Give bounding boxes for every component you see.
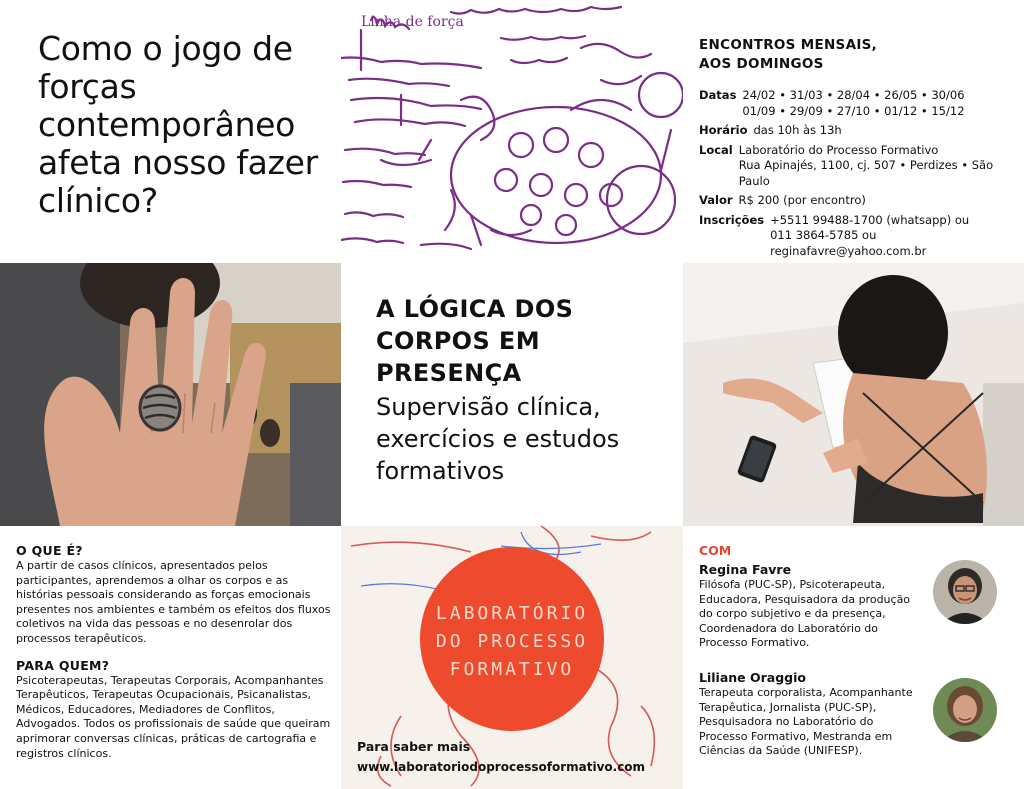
time-label: Horário xyxy=(699,123,748,137)
time-value: das 10h às 13h xyxy=(753,123,842,137)
facilitators-panel xyxy=(683,526,1024,789)
facilitator-2-name: Liliane Oraggio xyxy=(699,669,806,685)
lab-logo-line-1: LABORATÓRIO xyxy=(435,603,589,624)
facilitators-heading: COM xyxy=(699,543,732,558)
avatar-liliane xyxy=(933,678,997,742)
dates-row xyxy=(699,88,1024,119)
registration-label: Inscrições xyxy=(699,212,765,227)
lab-logo xyxy=(420,600,604,684)
title-line-3: PRESENÇA xyxy=(376,359,522,387)
facilitator-1-bio: Filósofa (PUC-SP), Psicoterapeuta, Educadora, Pesquisadora da produção do corpo subjetivo e da presença, Coordenadora do Laboratório do Processo Formativo. xyxy=(699,578,911,650)
schedule-panel xyxy=(683,0,1024,263)
question-headline: Como o jogo de forças contemporâneo afeta nosso fazer clínico? xyxy=(38,29,318,220)
price-value: R$ 200 (por encontro) xyxy=(738,193,866,207)
what-text: A partir de casos clínicos, apresentados pelos participantes, aprendemos a olhar os corpos e as histórias pessoais considerando as forças emocionais presentes nos ambientes e também os efeitos dos fluxos coletivos na vida das pessoas e no desenrolar dos processos terapêuticos. xyxy=(16,559,331,645)
hand-photo-illustration xyxy=(0,263,341,526)
registration-row xyxy=(699,213,1024,260)
title-line-1: A LÓGICA DOS xyxy=(376,295,574,323)
price-label: Valor xyxy=(699,193,733,207)
lab-logo-line-3: FORMATIVO xyxy=(449,659,575,680)
who-heading: PARA QUEM? xyxy=(16,657,110,673)
who-text: Psicoterapeutas, Terapeutas Corporais, Acompanhantes Terapêuticos, Terapeutas Ocupacionais, Psicanalistas, Médicos, Educadores, Mediadores de Conflitos, Advogados. Todos os profissionais de saúde que queiram aprimorar conversas clínicas, práticas de cartografia e registros clínicos. xyxy=(16,673,331,760)
sketch-scribble-text: Linha de força xyxy=(361,14,464,30)
website-link[interactable]: www.laboratoriodoprocessoformativo.com xyxy=(357,760,646,774)
registration-value: +5511 99488-1700 (whatsapp) ou 011 3864-5785 ou reginafavre@yahoo.com.br xyxy=(770,212,970,258)
dates-label: Datas xyxy=(699,88,737,102)
hand-photo xyxy=(0,263,341,526)
price-row xyxy=(699,193,1024,209)
woman-writing-photo xyxy=(683,263,1024,526)
title-panel xyxy=(341,263,683,526)
sketch-panel xyxy=(341,0,683,263)
schedule-heading-2: AOS DOMINGOS xyxy=(699,56,824,72)
what-heading: O QUE É? xyxy=(16,543,83,558)
avatar-regina xyxy=(933,560,997,624)
about-panel xyxy=(0,526,341,789)
location-row xyxy=(699,143,1024,190)
location-label: Local xyxy=(699,142,733,157)
lab-panel xyxy=(341,526,683,789)
more-info-label: Para saber mais xyxy=(357,739,471,754)
lab-logo-line-2: DO PROCESSO xyxy=(435,631,589,652)
facilitator-2-bio: Terapeuta corporalista, Acompanhante Terapêutica, Jornalista (PUC-SP), Pesquisadora no Laboratório do Processo Formativo, Mestranda em Ciências da Saúde (UNIFESP). xyxy=(699,685,913,758)
facilitator-1-name: Regina Favre xyxy=(699,562,792,577)
title-line-2: CORPOS EM xyxy=(376,327,541,355)
question-panel xyxy=(0,0,341,263)
location-value: Laboratório do Processo Formativo Rua Apinajés, 1100, cj. 507 • Perdizes • São Paulo xyxy=(738,142,994,188)
time-row xyxy=(699,123,1024,139)
woman-photo-illustration xyxy=(683,263,1024,526)
dates-value: 24/02 • 31/03 • 28/04 • 26/05 • 30/06 01/09 • 29/09 • 27/10 • 01/12 • 15/12 xyxy=(742,88,965,118)
schedule-heading-1: ENCONTROS MENSAIS, xyxy=(699,37,878,53)
title-subtitle: Supervisão clínica, exercícios e estudos formativos xyxy=(376,393,620,485)
sketch-drawing xyxy=(341,0,683,263)
